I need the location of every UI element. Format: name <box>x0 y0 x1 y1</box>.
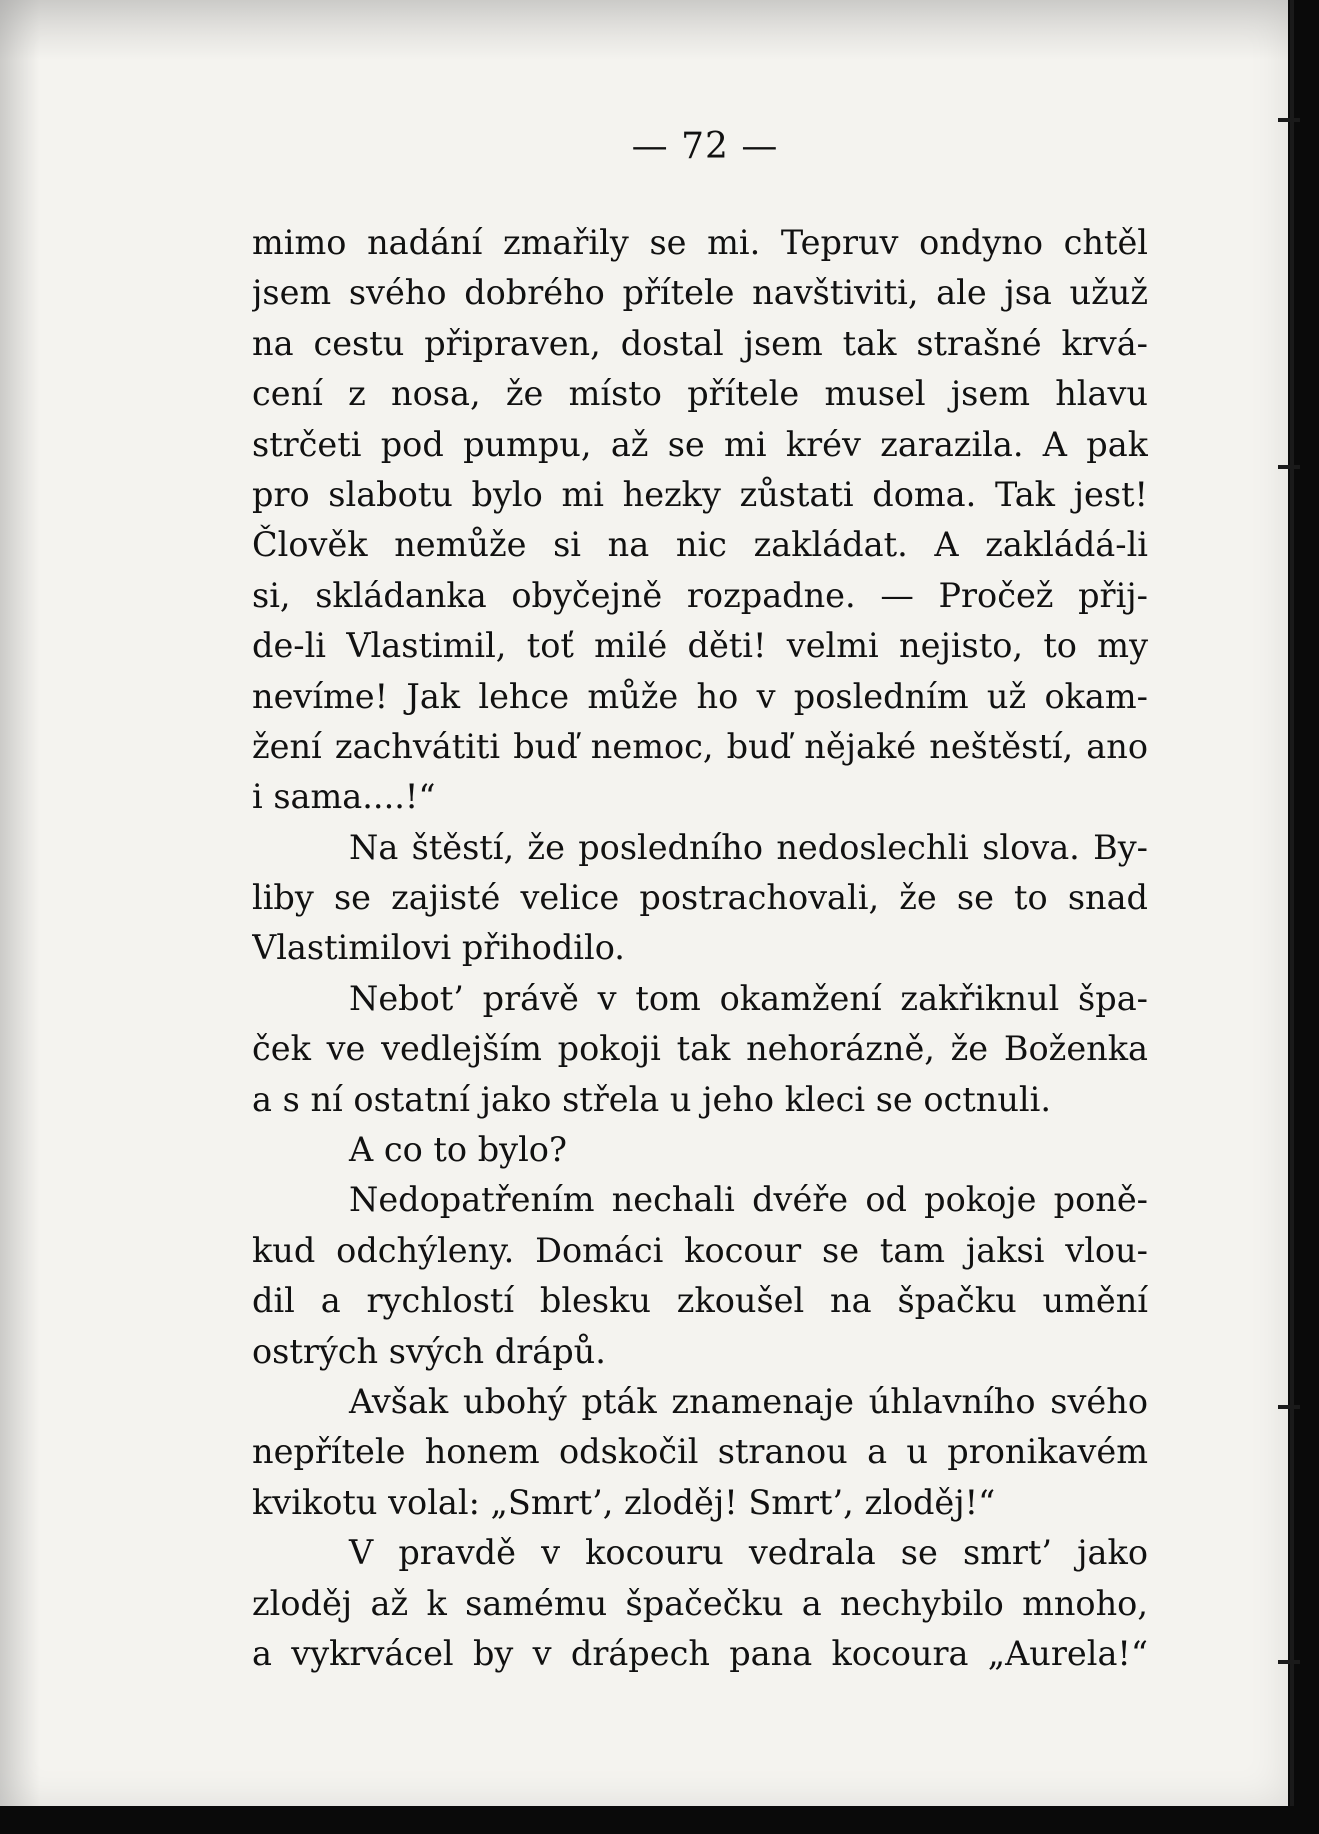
text-line: zloděj až k samému špačečku a nechybilo mnoho, <box>252 1583 1148 1623</box>
text-line: mimo nadání zmařily se mi. Tepruv ondyno chtěl <box>252 223 1148 262</box>
text-line: si, skládanka obyčejně rozpadne. — Pročež přij- <box>252 575 1148 615</box>
paragraph-start: Nebot’ právě v tom okamžení zakřiknul špa- <box>349 978 1148 1018</box>
paragraph-start: Na štěstí, že posledního nedoslechli slova. By- <box>349 827 1148 867</box>
binding-mark <box>1278 465 1300 469</box>
text-line: Člověk nemůže si na nic zakládat. A zakládá-li <box>252 525 1148 565</box>
text-line: ček ve vedlejším pokoji tak nehorázně, že Boženka <box>252 1029 1148 1069</box>
body-text <box>252 218 1148 1679</box>
text-line: kud odchýleny. Domáci kocour se tam jaksi vlou- <box>252 1230 1148 1270</box>
text-line: žení zachvátiti buď nemoc, buď nějaké neštěstí, ano <box>252 726 1148 766</box>
binding-mark <box>1278 1405 1300 1409</box>
text-line: kvikotu volal: „Smrt’, zloděj! Smrt’, zloděj!“ <box>252 1482 996 1522</box>
text-line: nevíme! Jak lehce může ho v posledním už okam- <box>252 676 1148 716</box>
binding-mark <box>1278 118 1300 122</box>
text-line: i sama....!“ <box>252 777 436 817</box>
paragraph-start: Avšak ubohý pták znamenaje úhlavního svého <box>349 1381 1148 1421</box>
text-line: Vlastimilovi přihodilo. <box>252 928 625 968</box>
text-line: nepřítele honem odskočil stranou a u pronikavém <box>252 1432 1148 1472</box>
text-line: jsem svého dobrého přítele navštiviti, ale jsa užuž <box>252 273 1148 313</box>
paragraph-start: V pravdě v kocouru vedrala se smrt’ jako <box>349 1533 1148 1573</box>
text-line: ostrých svých drápů. <box>252 1331 606 1371</box>
paragraph-start: A co to bylo? <box>349 1130 567 1170</box>
text-line: dil a rychlostí blesku zkoušel na špačku umění <box>252 1281 1148 1321</box>
text-line: liby se zajisté velice postrachovali, že se to snad <box>252 878 1148 918</box>
text-line: a vykrvácel by v drápech pana kocoura „Aurela!“ <box>252 1633 1148 1673</box>
text-line: strčeti pod pumpu, až se mi krév zarazila. A pak <box>252 424 1148 464</box>
page-number: — 72 — <box>631 126 779 167</box>
paragraph-start: Nedopatřením nechali dvéře od pokoje poně- <box>349 1180 1148 1220</box>
binding-edge <box>1290 0 1294 1806</box>
binding-mark <box>1278 1660 1300 1664</box>
text-line: cení z nosa, že místo přítele musel jsem hlavu <box>252 374 1148 414</box>
text-line: de-li Vlastimil, toť milé děti! velmi nejisto, to my <box>252 626 1148 666</box>
text-line: na cestu připraven, dostal jsem tak strašné krvá- <box>252 323 1148 363</box>
text-line: pro slabotu bylo mi hezky zůstati doma. Tak jest! <box>252 474 1148 514</box>
text-line: a s ní ostatní jako střela u jeho kleci se octnuli. <box>252 1079 1051 1119</box>
